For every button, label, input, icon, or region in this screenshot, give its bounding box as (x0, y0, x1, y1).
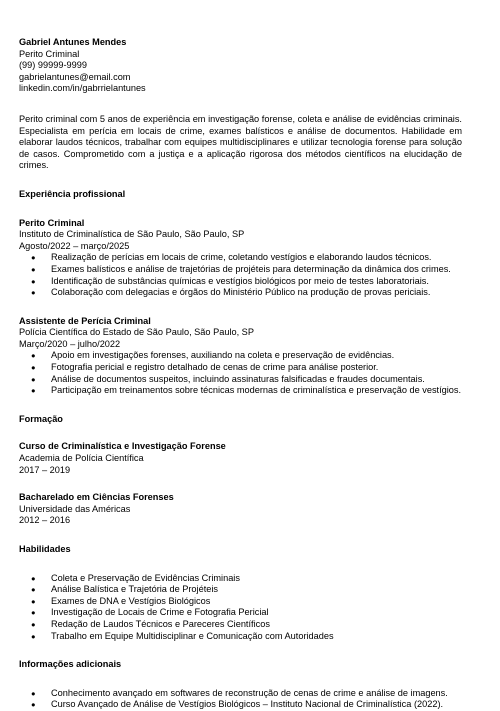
skill-item: ● Trabalho em Equipe Multidisciplinar e Comunicação com Autoridades (19, 631, 462, 643)
education-entry (19, 441, 462, 476)
candidate-role: Perito Criminal (19, 48, 80, 59)
job-title: Perito Criminal (19, 217, 85, 228)
job-bullet: ● Exames balísticos e análise de trajetórias de projéteis para determinação da dinâmica dos crimes. (19, 264, 462, 276)
education-section-title: Formação (19, 413, 63, 424)
job-bullet: ● Fotografia pericial e registro detalhado de cenas de crime para análise posterior. (19, 362, 462, 374)
skills-section-title: Habilidades (19, 544, 71, 554)
candidate-email: gabrielantunes@email.com (19, 71, 131, 82)
additional-info-section-title: Informações adicionais (19, 659, 122, 670)
education-course: Bacharelado em Ciências Forenses (19, 492, 174, 503)
job-bullet: ● Realização de perícias em locais de crime, coletando vestígios e elaborando laudos técnicos. (19, 252, 462, 264)
skill-item: ● Exames de DNA e Vestígios Biológicos (19, 596, 462, 608)
education-dates: 2017 – 2019 (19, 464, 71, 475)
contact-header (19, 37, 462, 95)
education-dates: 2012 – 2016 (19, 515, 71, 526)
job-bullet: ● Colaboração com delegacias e órgãos do Ministério Público na produção de provas periciais. (19, 287, 462, 299)
skill-item: ● Investigação de Locais de Crime e Fotografia Pericial (19, 607, 462, 619)
job-bullet-list (19, 350, 462, 396)
education-course: Curso de Criminalística e Investigação Forense (19, 441, 226, 452)
job-bullet: ● Participação em treinamentos sobre técnicas modernas de criminalística e preservação de vestígios. (19, 385, 462, 397)
job-organization: Instituto de Criminalística de São Paulo, São Paulo, SP (19, 229, 245, 240)
job-entry (19, 218, 462, 299)
additional-info-list (19, 688, 462, 711)
education-school: Universidade das Américas (19, 503, 131, 514)
job-dates: Março/2020 – julho/2022 (19, 338, 121, 349)
candidate-name: Gabriel Antunes Mendes (19, 37, 127, 47)
additional-info-item: ● Curso Avançado de Análise de Vestígios Biológicos – Instituto Nacional de Criminalística (2022). (19, 699, 462, 711)
job-bullet: ● Apoio em investigações forenses, auxiliando na coleta e preservação de evidências. (19, 350, 462, 362)
skill-item: ● Redação de Laudos Técnicos e Pareceres Científicos (19, 619, 462, 631)
skill-item: ● Coleta e Preservação de Evidências Criminais (19, 573, 462, 585)
job-bullet-list (19, 252, 462, 298)
skills-list (19, 573, 462, 643)
education-school: Academia de Polícia Científica (19, 453, 144, 464)
job-dates: Agosto/2022 – março/2025 (19, 240, 130, 251)
job-title: Assistente de Perícia Criminal (19, 315, 151, 326)
job-bullet: ● Análise de documentos suspeitos, incluindo assinaturas falsificadas e fraudes documentais. (19, 374, 462, 386)
candidate-phone: (99) 99999-9999 (19, 60, 87, 71)
experience-section-title: Experiência profissional (19, 188, 126, 199)
education-entry (19, 492, 462, 527)
skill-item: ● Análise Balística e Trajetória de Projéteis (19, 584, 462, 596)
job-bullet: ● Identificação de substâncias químicas e vestígios biológicos por meio de testes laboratoriais. (19, 276, 462, 288)
candidate-linkedin: linkedin.com/in/gabrrielantunes (19, 83, 146, 94)
additional-info-item: ● Conhecimento avançado em softwares de reconstrução de cenas de crime e análise de imagens. (19, 688, 462, 700)
job-organization: Polícia Científica do Estado de São Paulo, São Paulo, SP (19, 327, 254, 338)
job-entry (19, 316, 462, 397)
professional-summary: Perito criminal com 5 anos de experiência em investigação forense, coleta e análise de evidências criminais. Especialista em perícia em locais de crime, exames balísticos e análise de documentos. Habilidade em elaborar laudos técnicos, trabalhar com equipes multidisciplinares e utilizar tecnologia forense para solução de casos. Comprometido com a justiça e a aplicação rigorosa dos métodos científicos na elucidação de crimes. (19, 113, 462, 171)
